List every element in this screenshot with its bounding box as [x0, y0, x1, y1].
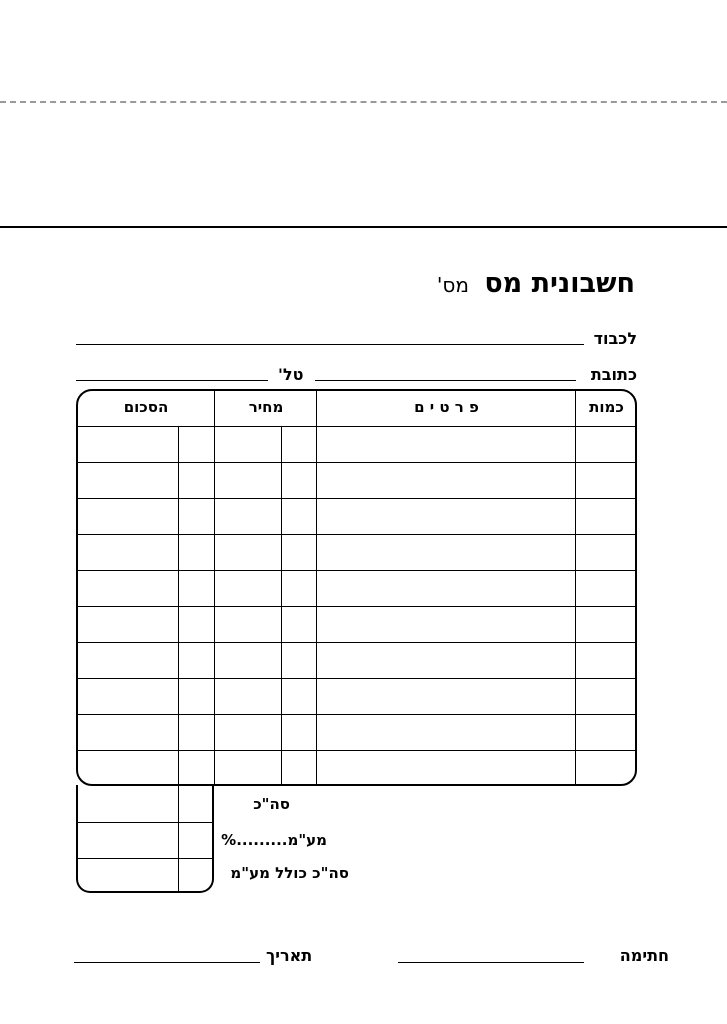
column-divider — [316, 390, 317, 785]
column-divider — [575, 390, 576, 785]
column-header-amount: הסכום — [123, 398, 169, 416]
column-header-details: פ ר ט י ם — [414, 398, 479, 416]
phone-label: טל' — [278, 365, 304, 384]
items-table — [76, 389, 637, 786]
totals-row[interactable] — [77, 822, 213, 823]
table-row[interactable] — [77, 534, 636, 535]
invoice-title — [437, 268, 635, 299]
table-row[interactable] — [77, 750, 636, 751]
to-label: לכבוד — [593, 329, 637, 348]
table-row[interactable] — [77, 606, 636, 607]
signature-field[interactable] — [398, 962, 584, 963]
header-row-divider — [77, 426, 636, 427]
phone-field[interactable] — [76, 380, 268, 381]
table-row[interactable] — [77, 498, 636, 499]
invoice-title-text: חשבונית מס — [484, 268, 635, 299]
vat-label: מע"מ.........% — [221, 831, 327, 849]
table-row[interactable] — [77, 570, 636, 571]
signature-label: חתימה — [619, 946, 669, 965]
address-label: כתובת — [590, 365, 637, 384]
table-row[interactable] — [77, 462, 636, 463]
total-with-vat-label: סה"כ כולל מע"מ — [230, 864, 349, 882]
table-row[interactable] — [77, 642, 636, 643]
totals-row[interactable] — [77, 858, 213, 859]
address-field[interactable] — [315, 380, 576, 381]
date-label: תאריך — [266, 946, 313, 965]
total-label: סה"כ — [253, 795, 290, 813]
header-divider-line — [0, 226, 727, 228]
agorot-divider — [178, 785, 179, 891]
column-header-quantity: כמות — [589, 398, 624, 416]
tear-off-dashed-line — [0, 101, 727, 103]
to-field[interactable] — [76, 344, 584, 345]
invoice-number-label: מס' — [436, 273, 469, 297]
column-divider — [214, 390, 215, 785]
table-row[interactable] — [77, 678, 636, 679]
date-field[interactable] — [74, 962, 260, 963]
column-header-price: מחיר — [248, 398, 284, 416]
totals-box — [76, 785, 214, 893]
table-row[interactable] — [77, 714, 636, 715]
